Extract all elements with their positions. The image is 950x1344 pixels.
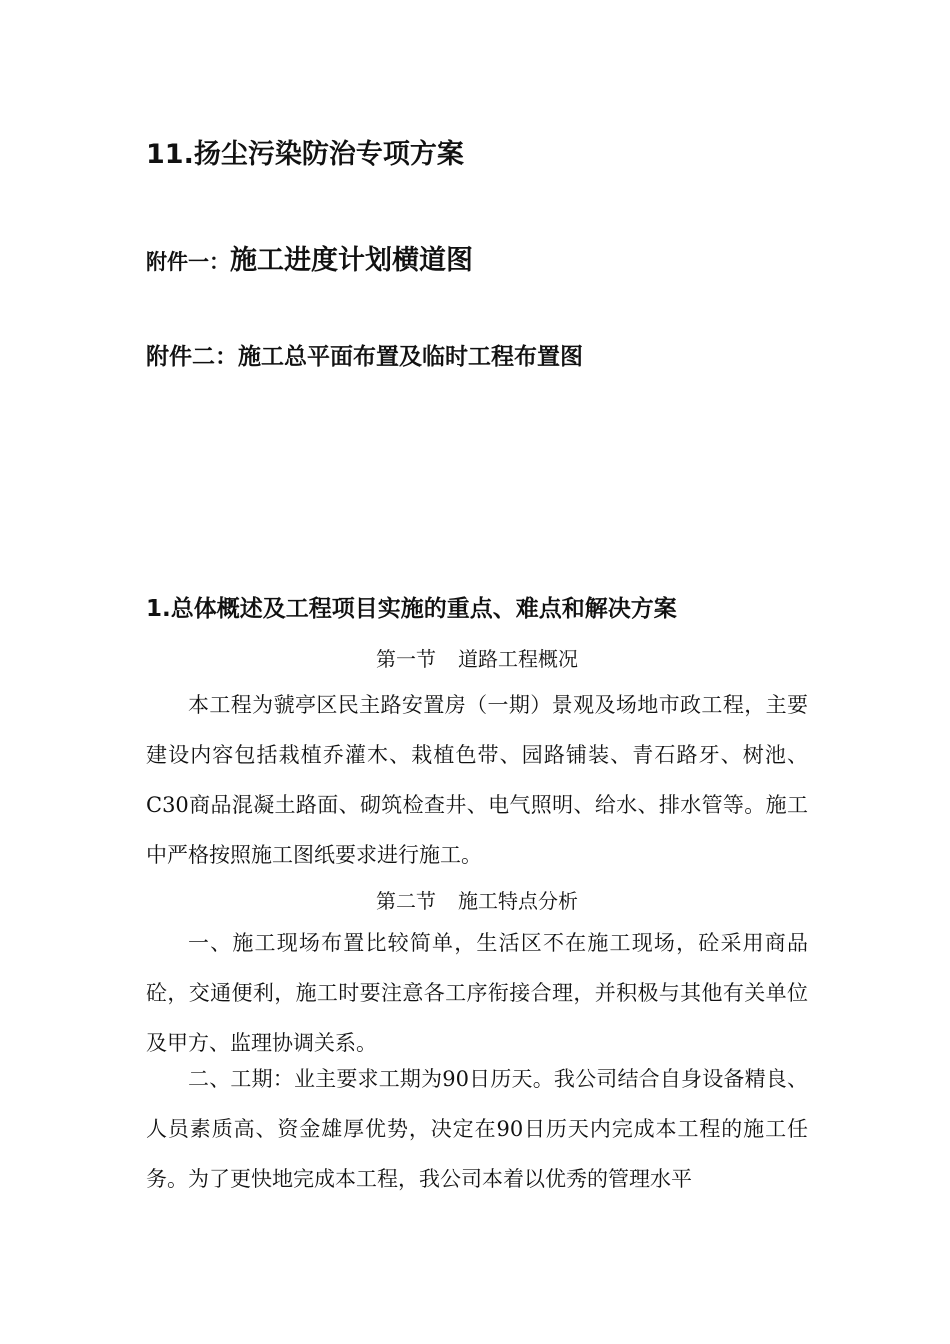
section-1-name: 道路工程概况 xyxy=(458,647,578,671)
section-1-number: 第一节 xyxy=(376,647,436,671)
section-2-name: 施工特点分析 xyxy=(458,889,578,913)
section-2-paragraph-2: 二、工期：业主要求工期为90日历天。我公司结合自身设备精良、人员素质高、资金雄厚优势，决定在90日历天内完成本工程的施工任务。为了更快地完成本工程，我公司本着以优秀的管理水平 xyxy=(146,1067,808,1191)
attachment-1-title: 施工进度计划横道图 xyxy=(230,245,473,276)
attachment-1-heading xyxy=(146,238,473,277)
section-2-paragraph-1: 一、施工现场布置比较简单，生活区不在施工现场，砼采用商品砼，交通便利，施工时要注意各工序衔接合理，并积极与其他有关单位及甲方、监理协调关系。 xyxy=(146,931,808,1055)
main-title: 11.扬尘污染防治专项方案 xyxy=(146,139,464,170)
attachment-2-heading: 附件二：施工总平面布置及临时工程布置图 xyxy=(146,344,583,370)
section-1-title xyxy=(146,643,808,672)
section-1-paragraph: 本工程为虢亭区民主路安置房（一期）景观及场地市政工程，主要建设内容包括栽植乔灌木、栽植色带、园路铺装、青石路牙、树池、C30商品混凝土路面、砌筑检查井、电气照明、给水、排水管等。施工中严格按照施工图纸要求进行施工。 xyxy=(146,693,808,867)
attachment-1-prefix: 附件一： xyxy=(146,250,230,274)
section-2-number: 第二节 xyxy=(376,889,436,913)
section-2-title xyxy=(146,885,808,914)
chapter-1-heading: 1.总体概述及工程项目实施的重点、难点和解决方案 xyxy=(146,596,677,622)
